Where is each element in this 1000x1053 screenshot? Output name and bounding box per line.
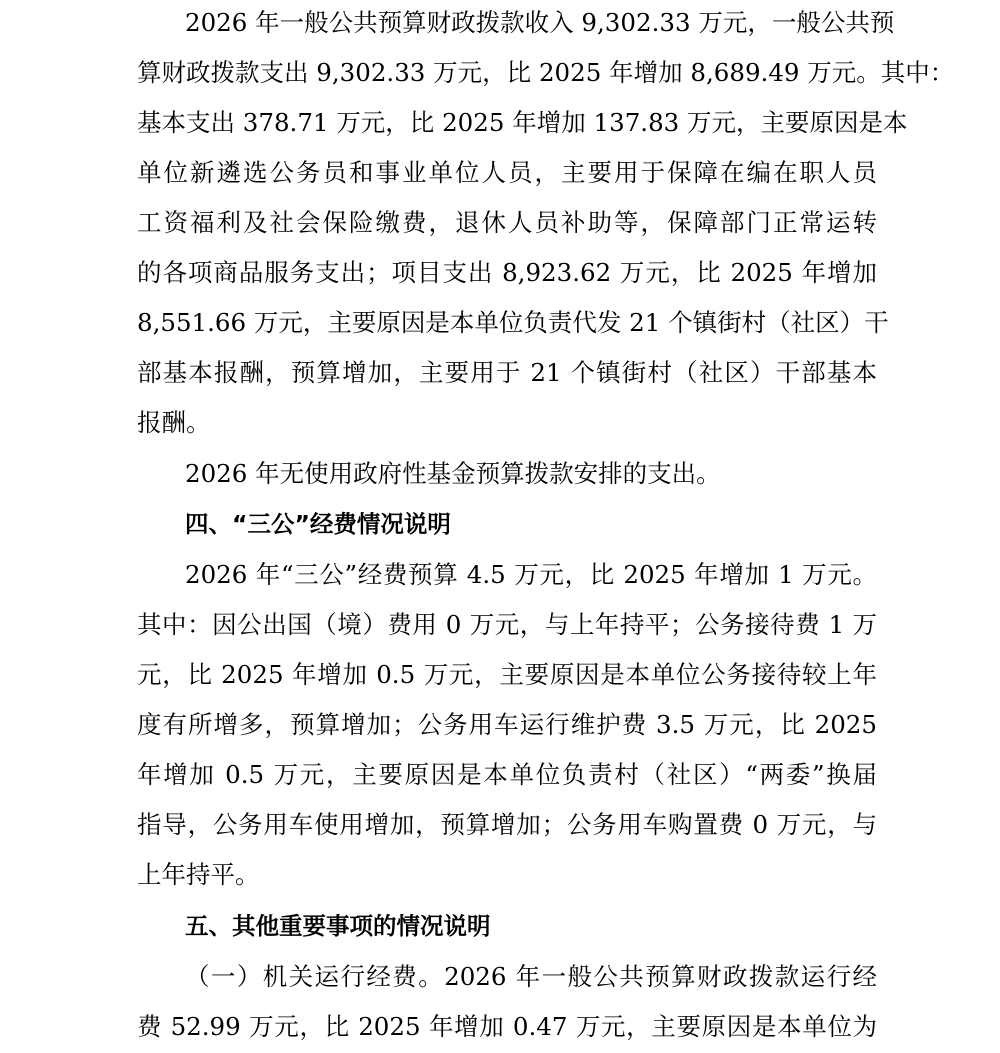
budget-line-8: 部基本报酬，预算增加，主要用于 21 个镇街村（社区）干部基本	[137, 358, 877, 387]
budget-line-5: 工资福利及社会保险缴费，退休人员补助等，保障部门正常运转	[137, 208, 877, 237]
fund-paragraph: 2026 年无使用政府性基金预算拨款安排的支出。	[185, 459, 721, 488]
section-heading-5: 五、其他重要事项的情况说明	[185, 912, 491, 940]
sangong-line-2: 其中：因公出国（境）费用 0 万元，与上年持平；公务接待费 1 万	[137, 610, 877, 639]
budget-line-1: 2026 年一般公共预算财政拨款收入 9,302.33 万元，一般公共预	[185, 8, 895, 37]
operating-line-2: 费 52.99 万元，比 2025 年增加 0.47 万元，主要原因是本单位为	[137, 1012, 877, 1041]
sangong-line-4: 度有所增多，预算增加；公务用车运行维护费 3.5 万元，比 2025	[137, 710, 877, 739]
sangong-line-7: 上年持平。	[137, 860, 260, 889]
budget-line-7: 8,551.66 万元，主要原因是本单位负责代发 21 个镇街村（社区）干	[137, 308, 889, 337]
budget-line-9: 报酬。	[137, 408, 211, 437]
sangong-line-5: 年增加 0.5 万元，主要原因是本单位负责村（社区）“两委”换届	[137, 760, 877, 789]
budget-line-2: 算财政拨款支出 9,302.33 万元，比 2025 年增加 8,689.49 万元。其中：	[137, 58, 955, 87]
sangong-line-1: 2026 年“三公”经费预算 4.5 万元，比 2025 年增加 1 万元。	[185, 560, 877, 589]
section-heading-4: 四、“三公”经费情况说明	[185, 510, 451, 538]
sangong-line-6: 指导，公务用车使用增加，预算增加；公务用车购置费 0 万元，与	[137, 810, 877, 839]
sangong-line-3: 元，比 2025 年增加 0.5 万元，主要原因是本单位公务接待较上年	[137, 660, 877, 689]
budget-line-4: 单位新遴选公务员和事业单位人员，主要用于保障在编在职人员	[137, 158, 877, 187]
budget-line-3: 基本支出 378.71 万元，比 2025 年增加 137.83 万元，主要原因是本	[137, 108, 908, 137]
budget-line-6: 的各项商品服务支出；项目支出 8,923.62 万元，比 2025 年增加	[137, 258, 877, 287]
operating-line-1: （一）机关运行经费。2026 年一般公共预算财政拨款运行经	[185, 962, 877, 991]
